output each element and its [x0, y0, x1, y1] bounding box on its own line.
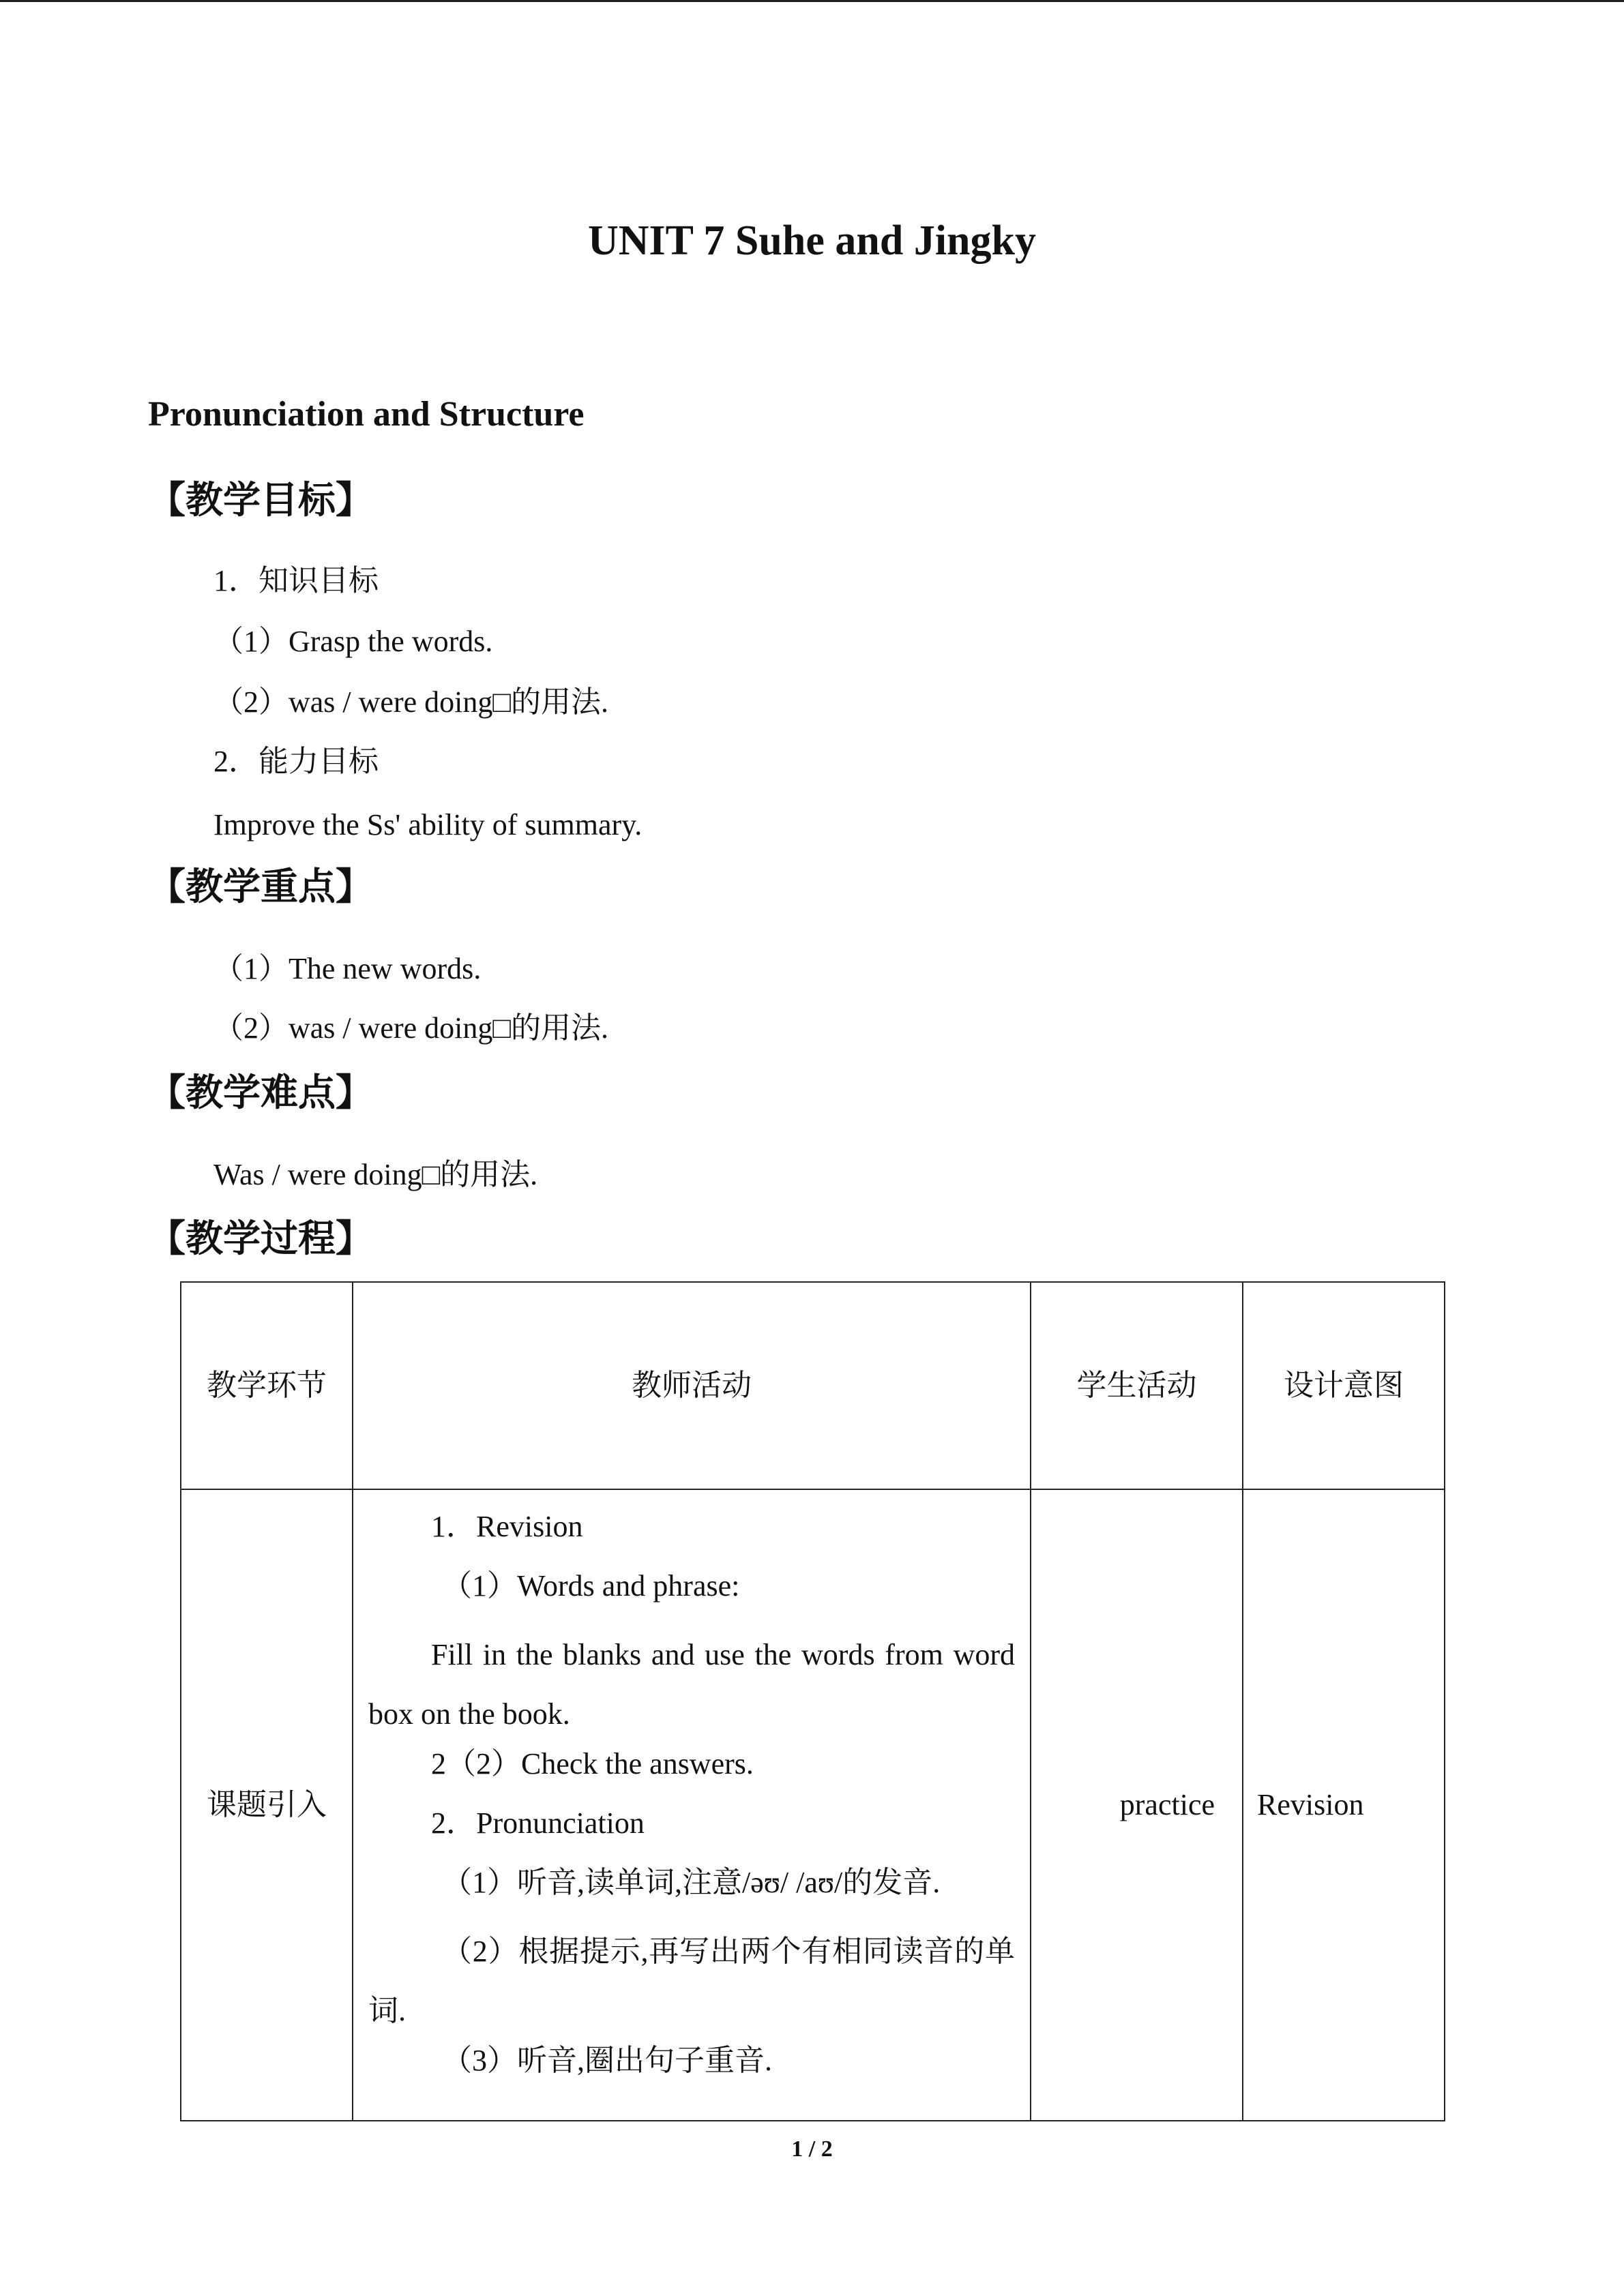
heading-difficulties: 【教学难点】 — [148, 1071, 374, 1114]
heading-process: 【教学过程】 — [148, 1217, 374, 1260]
cell-stage: 课题引入 — [181, 1489, 353, 2121]
teacher-line: Fill in the blanks and use the words from word box on the book. — [368, 1638, 1015, 1731]
teacher-line: （1）Words and phrase: — [442, 1569, 740, 1602]
teacher-line: （1）听音,读单词,注意/əʊ/ /aʊ/的发音. — [442, 1866, 941, 1899]
teacher-line: （2）根据提示,再写出两个有相同读音的单词. — [368, 1935, 1015, 2027]
heading-objectives: 【教学目标】 — [148, 478, 374, 522]
objective-line: （2）was / were doing□的用法. — [213, 685, 608, 719]
table-row — [181, 1489, 1445, 2121]
header-stage: 教学环节 — [181, 1282, 353, 1489]
teacher-line: 1．Revision — [431, 1510, 583, 1543]
document-subtitle: Pronunciation and Structure — [148, 395, 585, 434]
page-number: 1 / 2 — [791, 2136, 833, 2162]
heading-key-points: 【教学重点】 — [148, 865, 374, 908]
key-point-line: （2）was / were doing□的用法. — [213, 1011, 608, 1045]
page-top-border — [0, 0, 1624, 2]
teacher-line: 2（2）Check the answers. — [431, 1747, 754, 1780]
objective-line: （1）Grasp the words. — [213, 625, 493, 658]
header-design-intent: 设计意图 — [1243, 1282, 1445, 1489]
header-student-activity: 学生活动 — [1031, 1282, 1243, 1489]
objective-line: 1．知识目标 — [213, 564, 379, 597]
difficulty-line: Was / were doing□的用法. — [213, 1158, 538, 1191]
document-title: UNIT 7 Suhe and Jingky — [587, 218, 1037, 264]
objective-line: 2．能力目标 — [213, 745, 379, 778]
key-point-line: （1）The new words. — [213, 952, 482, 985]
teacher-line: 2．Pronunciation — [431, 1806, 645, 1840]
objective-line: Improve the Ss' ability of summary. — [213, 808, 643, 841]
cell-teacher-activity — [353, 1489, 1031, 2121]
cell-design-intent: Revision — [1243, 1489, 1445, 2121]
table-header-row — [181, 1282, 1445, 1489]
process-table — [180, 1281, 1445, 2121]
header-teacher-activity: 教师活动 — [353, 1282, 1031, 1489]
cell-student-activity: practice — [1031, 1489, 1243, 2121]
teacher-line: （3）听音,圈出句子重音. — [442, 2044, 772, 2077]
